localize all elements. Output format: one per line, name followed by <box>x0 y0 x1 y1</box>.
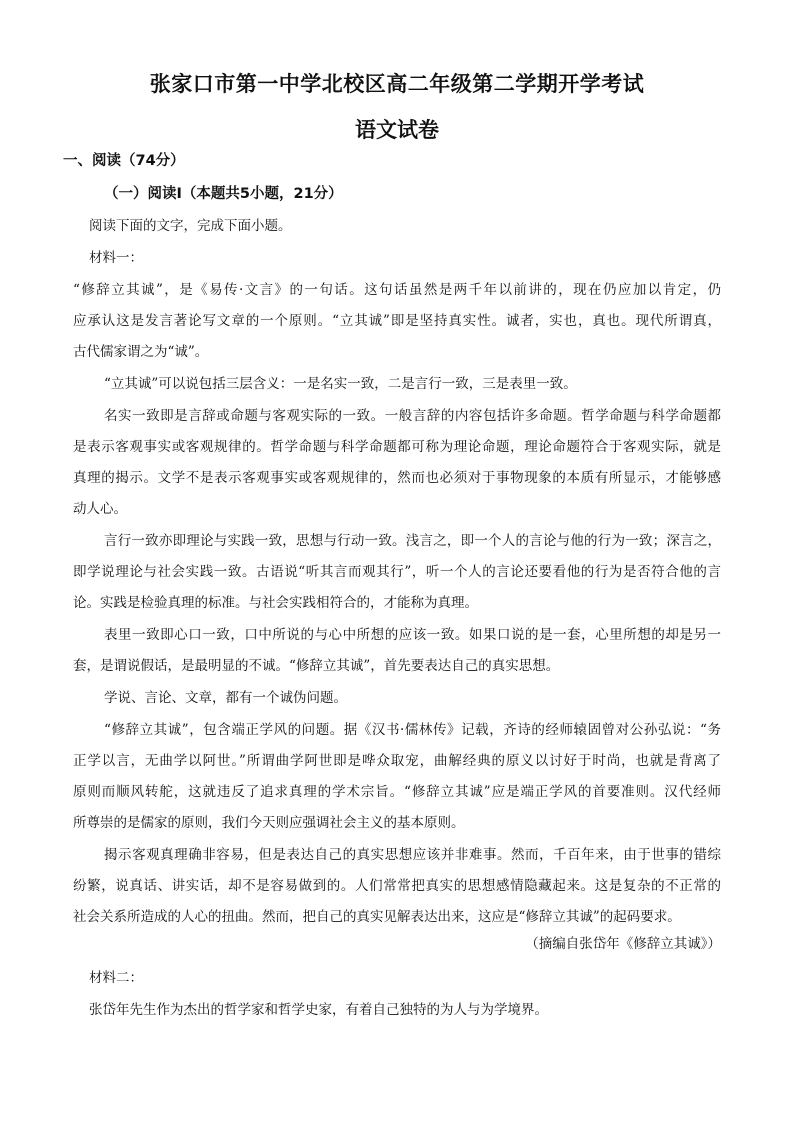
paragraph-line: “修辞立其诚”，包含端正学风的问题。据《汉书·儒林传》记载，齐诗的经师辕固曾对公孙弘说：“务 <box>104 722 721 738</box>
paragraph-line: 社会关系所造成的人心的扭曲。然而，把自己的真实见解表达出来，这应是“修辞立其诚”的起码要求。 <box>73 909 681 925</box>
paragraph-line: 纷繁，说真话、讲实话，却不是容易做到的。人们常常把真实的思想感情隐藏起来。这是复杂的不正常的 <box>73 878 721 894</box>
exam-subtitle: 语文试卷 <box>355 118 439 142</box>
section-heading: 一、阅读（74分） <box>63 153 185 169</box>
paragraph-line: 名实一致即是言辞或命题与客观实际的一致。一般言辞的内容包括许多命题。哲学命题与科学命题都 <box>104 408 721 424</box>
paragraph-line: 表里一致即心口一致，口中所说的与心中所想的应该一致。如果口说的是一套，心里所想的却是另一 <box>104 627 721 643</box>
paragraph-line: 学说、言论、文章，都有一个诚伪问题。 <box>104 690 347 706</box>
paragraph-line: 动人心。 <box>73 501 127 517</box>
paragraph-line: 揭示客观真理确非容易，但是表达自己的真实思想应该并非难事。然而，千百年来，由于世事的错综 <box>104 847 721 863</box>
instruction-text: 阅读下面的文字，完成下面小题。 <box>89 218 292 234</box>
paragraph-line: 张岱年先生作为杰出的哲学家和哲学史家，有着自己独特的为人与为学境界。 <box>89 1002 548 1018</box>
paragraph-line: 所尊崇的是儒家的原则，我们今天则应强调社会主义的基本原则。 <box>73 815 465 831</box>
paragraph-line: 论。实践是检验真理的标准。与社会实践相符合的，才能称为真理。 <box>73 595 478 611</box>
exam-title: 张家口市第一中学北校区高二年级第二学期开学考试 <box>149 72 645 96</box>
paragraph-line: 是表示客观事实或客观规律的。哲学命题与科学命题都可称为理论命题，理论命题符合于客观实际，就是 <box>73 439 721 455</box>
paragraph-line: 言行一致亦即理论与实践一致，思想与行动一致。浅言之，即一个人的言论与他的行为一致；深言之， <box>104 533 721 549</box>
paragraph-line: 应承认这是发言著论写文章的一个原则。“立其诚”即是坚持真实性。诚者，实也，真也。现代所谓真， <box>73 313 721 329</box>
material2-label: 材料二： <box>89 970 143 986</box>
paragraph-line: 套，是谓说假话，是最明显的不诚。“修辞立其诚”，首先要表达自己的真实思想。 <box>73 658 560 674</box>
section-subheading: （一）阅读Ⅰ（本题共5小题，21分） <box>104 186 343 202</box>
paragraph-line: 即学说理论与社会实践一致。古语说“听其言而观其行”，听一个人的言论还要看他的行为是否符合他的言 <box>73 564 721 580</box>
paragraph-line: “立其诚”可以说包括三层含义：一是名实一致，二是言行一致，三是表里一致。 <box>104 376 577 392</box>
paragraph-line: “修辞立其诚”，是《易传·文言》的一句话。这句话虽然是两千年以前讲的，现在仍应加以肯定，仍 <box>73 282 721 298</box>
source-citation: （摘编自张岱年《修辞立其诚》） <box>525 936 721 952</box>
paragraph-line: 正学以言，无曲学以阿世。”所谓曲学阿世即是哗众取宠，曲解经典的原义以讨好于时尚，也就是背离了 <box>73 753 721 769</box>
paragraph-line: 原则而顺风转舵，这就违反了追求真理的学术宗旨。“修辞立其诚”应是端正学风的首要准则。汉代经师 <box>73 784 721 800</box>
paragraph-line: 真理的揭示。文学不是表示客观事实或客观规律的，然而也必须对于事物现象的本质有所显示，才能够感 <box>73 470 721 486</box>
material1-label: 材料一： <box>89 250 143 266</box>
paragraph-line: 古代儒家谓之为“诚”。 <box>73 344 209 360</box>
